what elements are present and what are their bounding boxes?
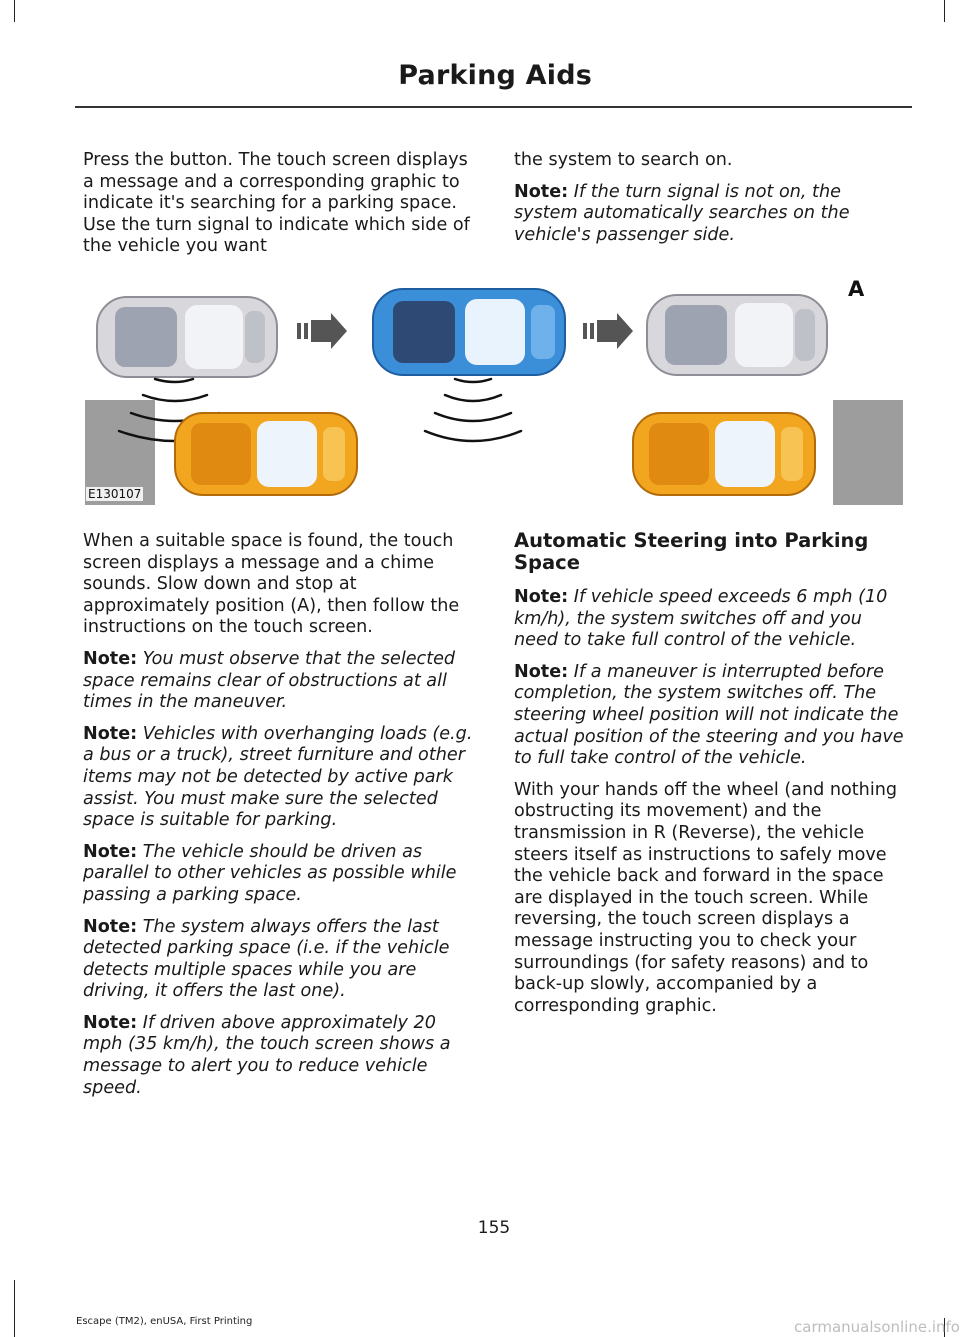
arrow-1-icon xyxy=(297,313,347,349)
note-text: Vehicles with overhanging loads (e.g. a bus or a truck), street furniture and other items may not be detected by active park assist. You must make sure the selected space is suitable for parking. xyxy=(83,723,473,831)
note-interrupted xyxy=(514,662,906,770)
right-column xyxy=(514,530,906,1027)
section-heading: Automatic Steering into Parking Space xyxy=(514,529,869,574)
note-label: Note: xyxy=(83,723,138,744)
note-last-space xyxy=(83,917,475,1003)
top-left-column xyxy=(83,150,475,268)
watermark: carmanualsonline.info xyxy=(794,1318,960,1336)
parking-search-svg xyxy=(85,275,903,505)
note-label: Note: xyxy=(83,841,138,862)
note-obstructions xyxy=(83,649,475,714)
curb-right xyxy=(833,400,903,505)
note-speed-alert xyxy=(83,1013,475,1099)
position-a-label: A xyxy=(848,277,865,301)
footer-text: Escape (TM2), enUSA, First Printing xyxy=(76,1316,253,1327)
crop-mark-bottom-left-v xyxy=(14,1280,15,1337)
page-title: Parking Aids xyxy=(398,60,592,91)
crop-mark-top-left-v xyxy=(14,0,15,22)
note-text: The system always offers the last detected parking space (i.e. if the vehicle detects multiple spaces while you are driving, it offers the last one). xyxy=(83,916,450,1002)
car-white-left xyxy=(97,297,277,377)
figure-code: E130107 xyxy=(88,487,142,501)
note-label: Note: xyxy=(514,661,569,682)
continuation-text: the system to search on. xyxy=(514,150,733,170)
note-passenger-side xyxy=(514,182,906,247)
left-column xyxy=(83,531,475,1109)
note-text: If the turn signal is not on, the system automatically searches on the vehicle's passenger side. xyxy=(514,181,850,245)
note-overhanging-loads xyxy=(83,724,475,832)
note-label: Note: xyxy=(83,648,138,669)
header-divider xyxy=(75,106,912,108)
note-text: If vehicle speed exceeds 6 mph (10 km/h), the system switches off and you need to take full control of the vehicle. xyxy=(514,587,888,651)
car-orange-left xyxy=(175,413,357,495)
intro-paragraph: Press the button. The touch screen displays a message and a corresponding graphic to indicate it's searching for a parking space. Use the turn signal to indicate which side of the vehicle you want xyxy=(83,150,470,257)
parking-search-illustration xyxy=(85,275,903,505)
car-orange-right xyxy=(633,413,815,495)
steering-paragraph: With your hands off the wheel (and nothing obstructing its movement) and the transmission in R (Reverse), the vehicle steers itself as instructions to safely move the vehicle back and forward in the space are displayed in the touch screen. While reversing, the touch screen displays a message instructing you to check your surroundings (for safety reasons) and to back-up slowly, accompanied by a corresponding graphic. xyxy=(514,779,898,1016)
note-label: Note: xyxy=(83,1012,138,1033)
car-blue-center xyxy=(373,289,565,375)
page-number: 155 xyxy=(477,1218,511,1238)
space-found-paragraph: When a suitable space is found, the touch screen displays a message and a chime sounds. Slow down and stop at approximately position (A), then follow the instructions on the touch screen. xyxy=(83,531,460,638)
note-text: You must observe that the selected space remains clear of obstructions at all times in the maneuver. xyxy=(83,648,456,713)
note-parallel xyxy=(83,842,475,907)
note-text: If driven above approximately 20 mph (35 km/h), the touch screen shows a message to alert you to reduce vehicle speed. xyxy=(83,1012,451,1098)
arrow-2-icon xyxy=(583,313,633,349)
note-label: Note: xyxy=(514,587,569,607)
crop-mark-top-right-v xyxy=(944,0,945,22)
top-right-column xyxy=(514,150,906,256)
note-text: If a maneuver is interrupted before completion, the system switches off. The steering wheel position will not indicate the actual position of the steering and you have to full take control of the vehicle. xyxy=(514,661,904,769)
note-label: Note: xyxy=(83,916,138,937)
note-text: The vehicle should be driven as parallel to other vehicles as possible while passing a parking space. xyxy=(83,841,457,905)
car-white-right xyxy=(647,295,827,375)
sensor-waves-center xyxy=(425,379,521,441)
note-speed-exceeds xyxy=(514,587,906,652)
note-label: Note: xyxy=(514,181,569,202)
